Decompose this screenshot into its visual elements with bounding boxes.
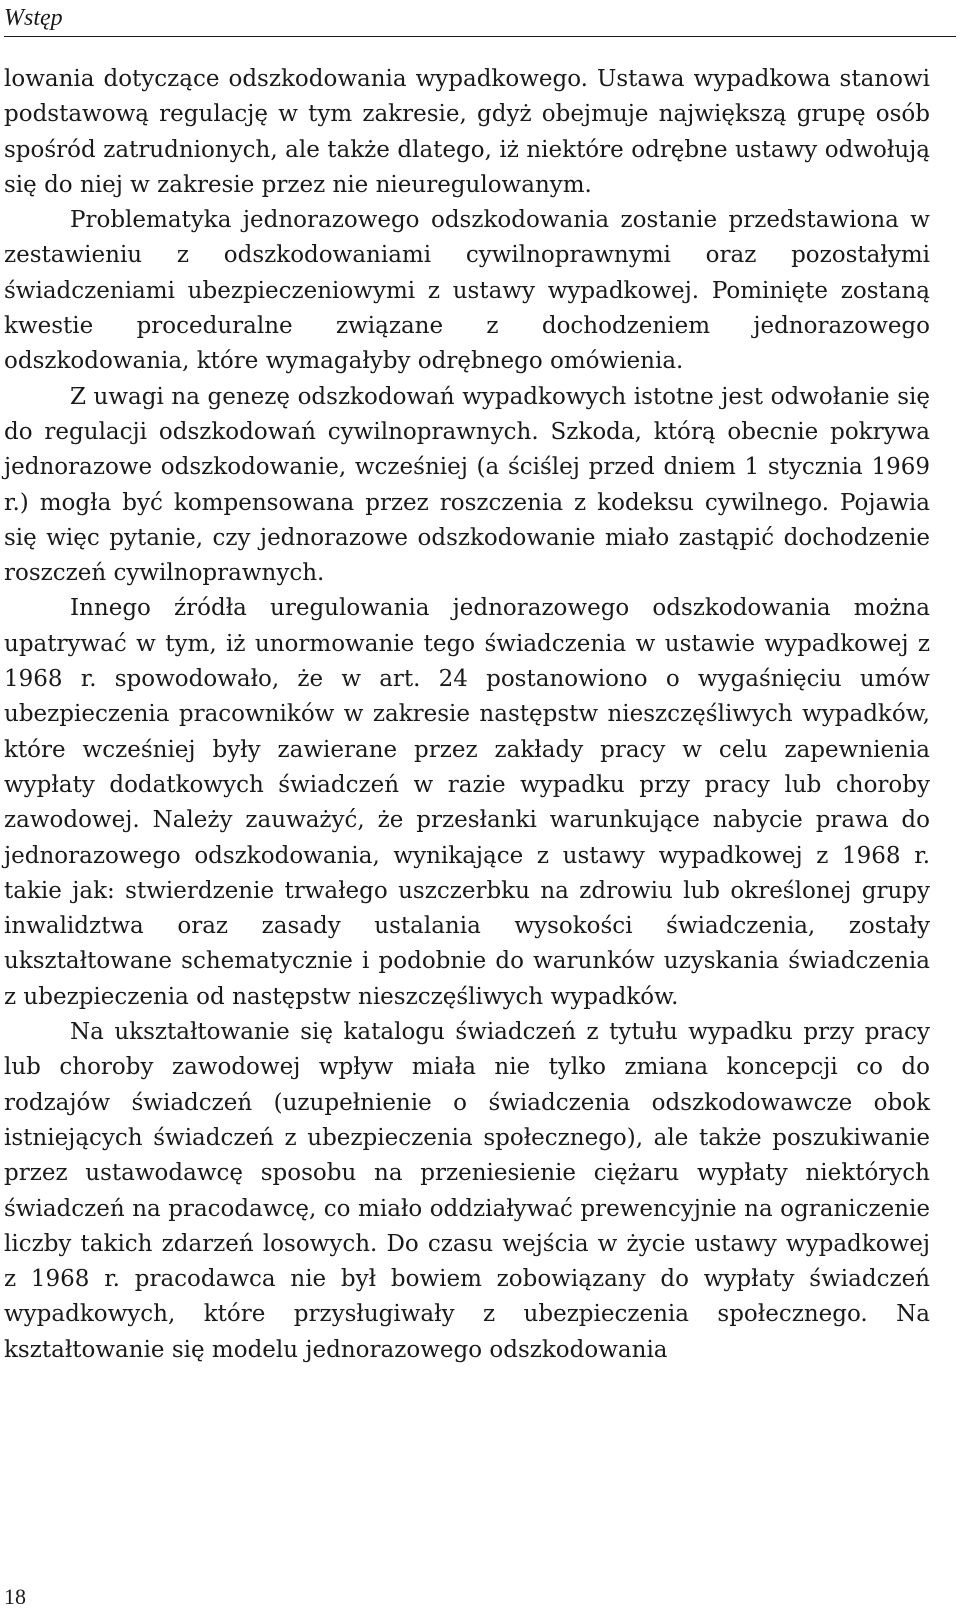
- paragraph: Z uwagi na genezę odszkodowań wypadkowych istotne jest odwołanie się do regulacji odszkodowań cywilnoprawnych. Szkoda, którą obecnie pokrywa jednorazowe odszkodowanie, wcześniej (a ściślej przed dniem 1 stycznia 1969 r.) mogła być kompensowana przez roszczenia z kodeksu cywilnego. Pojawia się więc pytanie, czy jednorazowe odszkodowanie miało zastąpić dochodzenie roszczeń cywilnoprawnych.: [4, 383, 930, 587]
- paragraph: Problematyka jednorazowego odszkodowania zostanie przedstawiona w zestawieniu z odszkodowaniami cywilnoprawnymi oraz pozostałymi świadczeniami ubezpieczeniowymi z ustawy wypadkowej. Pominięte zostaną kwestie proceduralne związane z dochodzeniem jednorazowego odszkodowania, które wymagałyby odrębnego omówienia.: [4, 207, 930, 375]
- paragraph: Na ukształtowanie się katalogu świadczeń z tytułu wypadku przy pracy lub choroby zawodowej wpływ miała nie tylko zmiana koncepcji co do rodzajów świadczeń (uzupełnienie o świadczenia odszkodowawcze obok istniejących świadczeń z ubezpieczenia społecznego), ale także poszukiwanie przez ustawodawcę sposobu na przeniesienie ciężaru wypłaty niektórych świadczeń na pracodawcę, co miało oddziaływać prewencyjnie na ograniczenie liczby takich zdarzeń losowych. Do czasu wejścia w życie ustawy wypadkowej z 1968 r. pracodawca nie był bowiem zobowiązany do wypłaty świadczeń wypadkowych, które przysługiwały z ubezpieczenia społecznego. Na kształtowanie się modelu jednorazowego odszkodowania: [4, 1019, 930, 1363]
- page-number: 18: [4, 1584, 26, 1609]
- running-head: Wstęp: [4, 5, 63, 31]
- paragraph-continuation: lowania dotyczące odszkodowania wypadkowego. Ustawa wypadkowa stanowi podstawową regulację w tym zakresie, gdyż obejmuje największą grupę osób spośród zatrudnionych, ale także dlatego, iż niektóre odrębne ustawy odwołują się do niej w zakresie przez nie nieuregulowanym.: [4, 66, 930, 198]
- header-rule: [4, 36, 956, 37]
- paragraph: Innego źródła uregulowania jednorazowego odszkodowania można upatrywać w tym, iż unormowanie tego świadczenia w ustawie wypadkowej z 1968 r. spowodowało, że w art. 24 postanowiono o wygaśnięciu umów ubezpieczenia pracowników w zakresie następstw nieszczęśliwych wypadków, które wcześniej były zawierane przez zakłady pracy w celu zapewnienia wypłaty dodatkowych świadczeń w razie wypadku przy pracy lub choroby zawodowej. Należy zauważyć, że przesłanki warunkujące nabycie prawa do jednorazowego odszkodowania, wynikające z ustawy wypadkowej z 1968 r. takie jak: stwierdzenie trwałego uszczerbku na zdrowiu lub określonej grupy inwalidztwa oraz zasady ustalania wysokości świadczenia, zostały ukształtowane schematycznie i podobnie do warunków uzyskania świadczenia z ubezpieczenia od następstw nieszczęśliwych wypadków.: [4, 595, 930, 1010]
- body-text: [4, 62, 930, 1368]
